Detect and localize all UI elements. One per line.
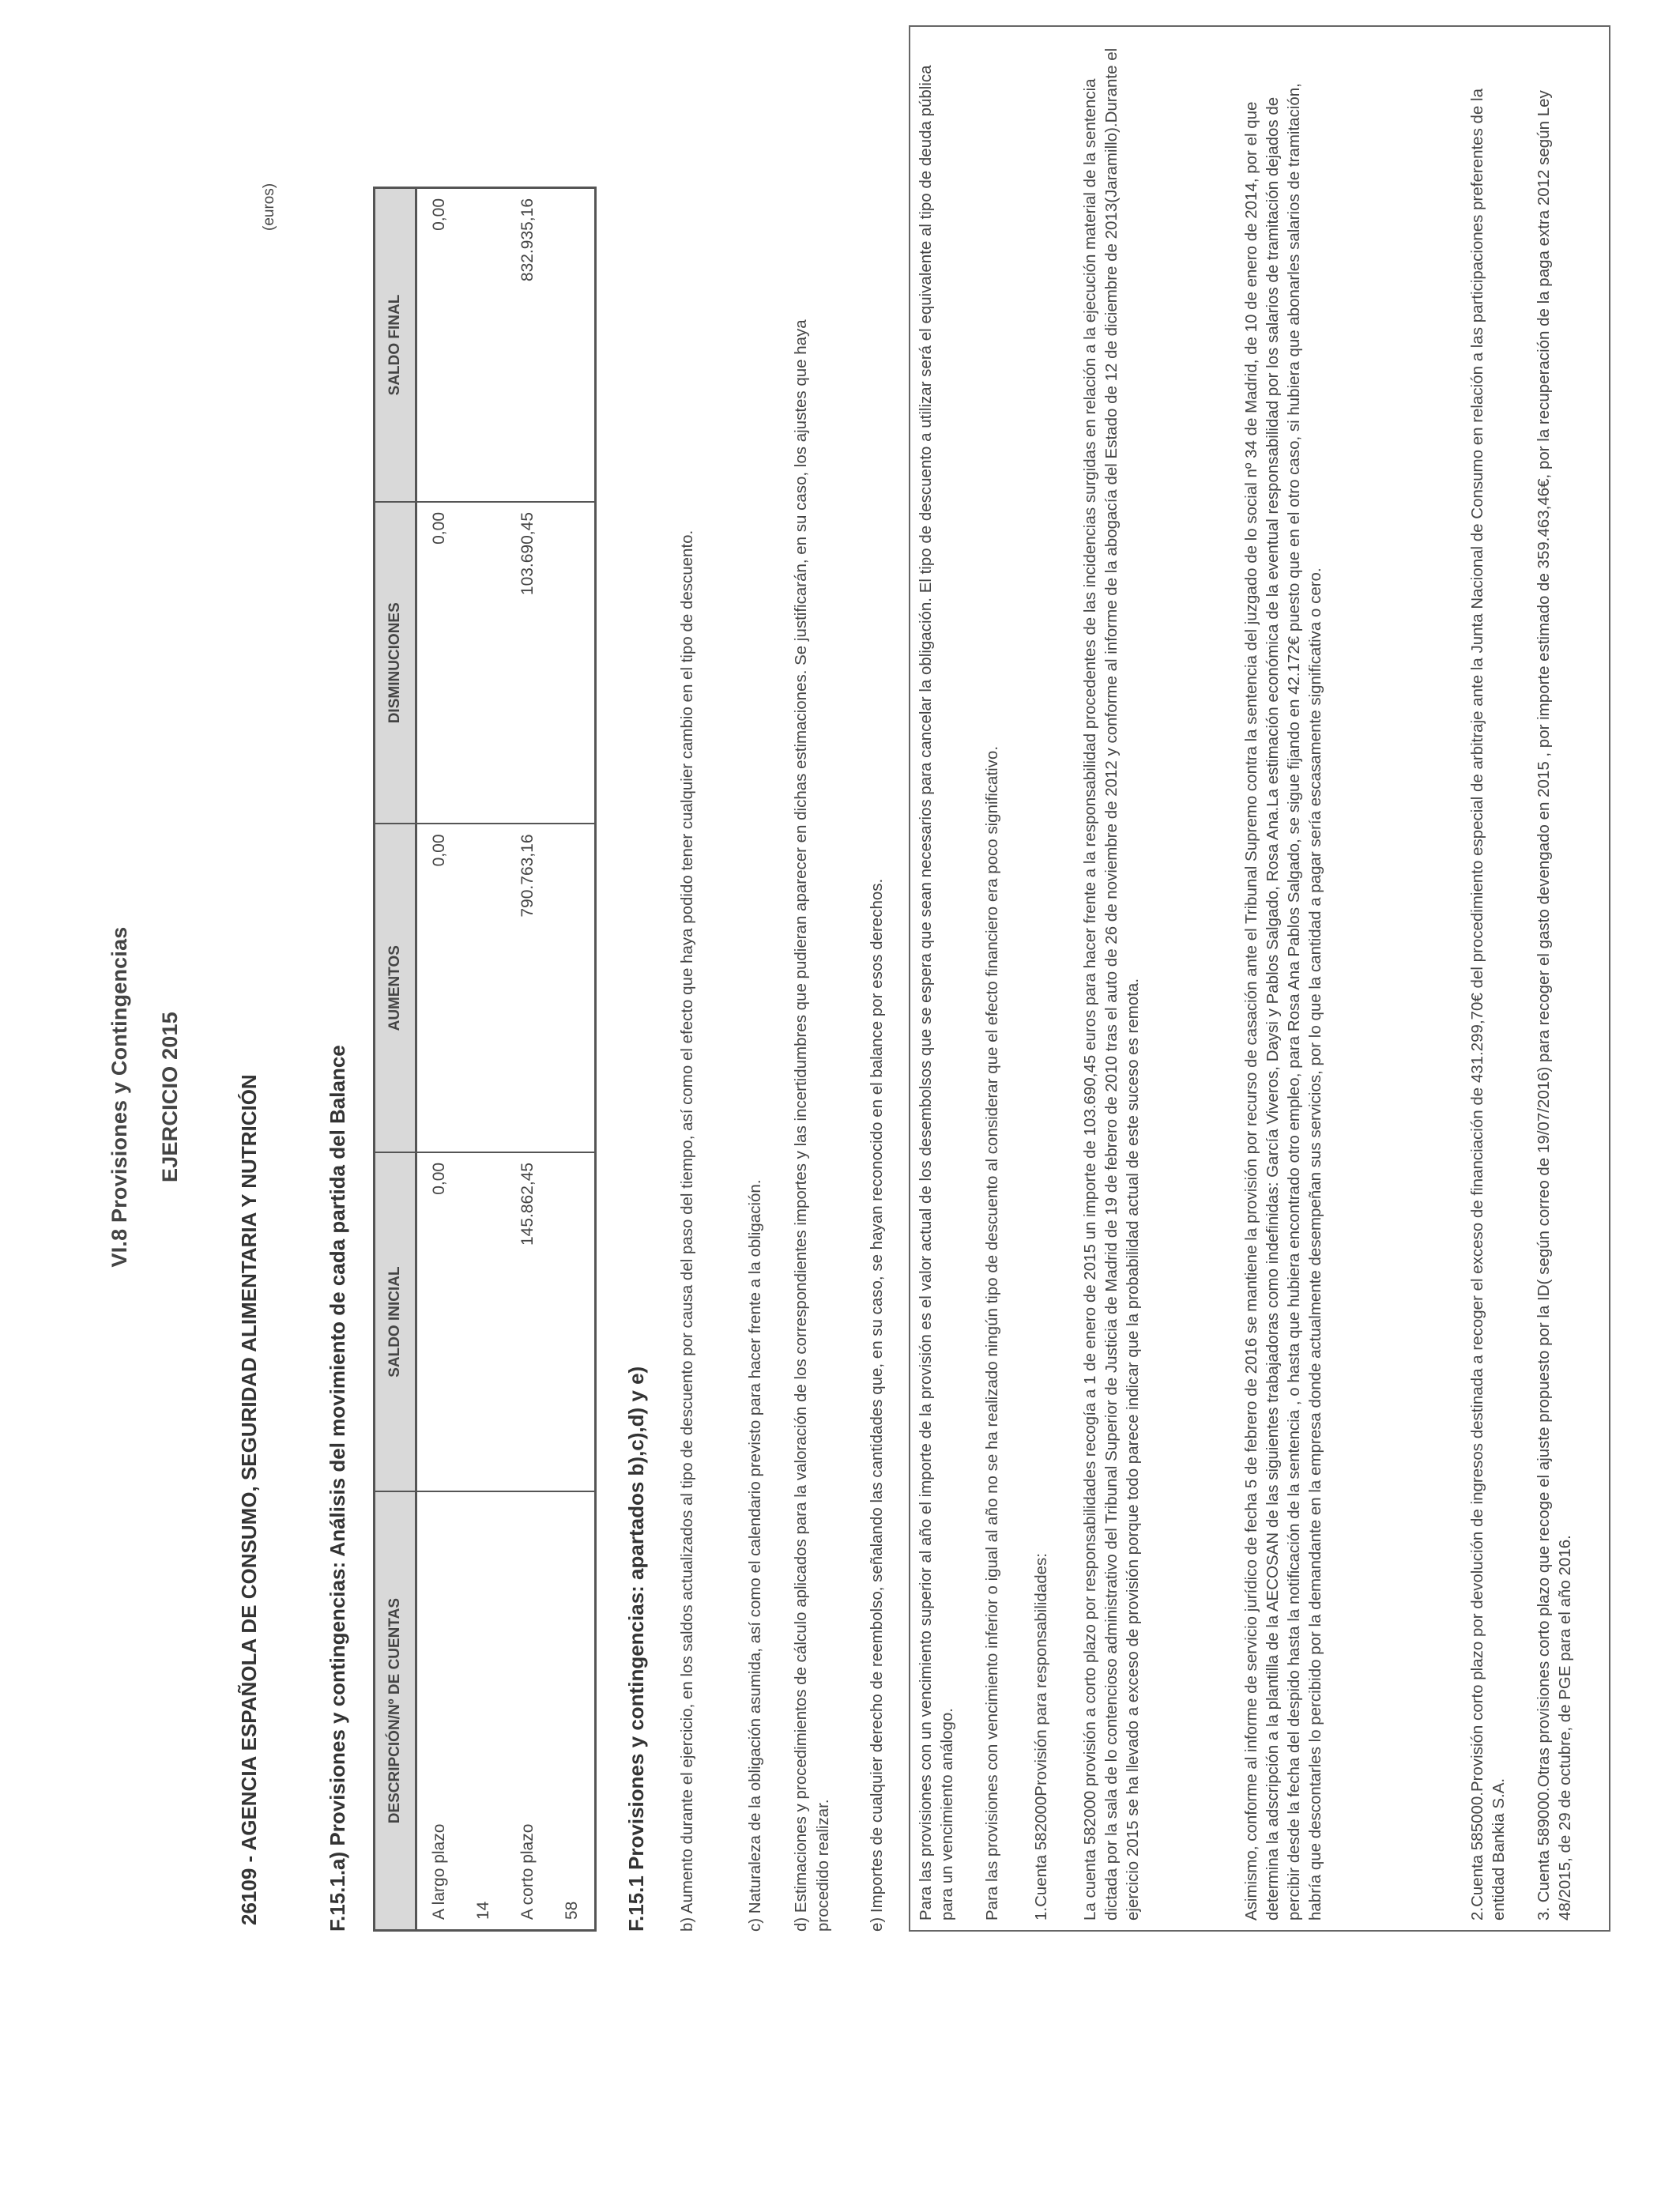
row-saldo-final: 0,00 (416, 188, 462, 503)
row-account: 14 (461, 1491, 506, 1930)
col-header-aumentos: AUMENTOS (375, 824, 416, 1152)
col-header-disminuciones: DISMINUCIONES (375, 502, 416, 824)
box-paragraph-account-589000: 3. Cuenta 589000.Otras provisiones corto plazo que recoge el ajuste propuesto por la ID( según correo de 19/07/2016) para recoger el gasto devengado en 2015 , por importe estimado de 359.463,46€, por la recuperación de la paga extra 2012 según Ley 48/2015, de 29 de octubre, de PGE para el año 2016. (1535, 90, 1574, 1921)
row-description: A largo plazo (416, 1491, 462, 1930)
note-e: e) Importes de cualquier derecho de reembolso, señalando las cantidades que, en su caso, se hayan reconocido en el balance por esos derechos. (868, 878, 886, 1932)
table-row-account (461, 188, 506, 1931)
section-title: VI.8 Provisiones y Contingencias (107, 926, 131, 1268)
col-header-saldo-inicial: SALDO INICIAL (375, 1152, 416, 1491)
row-aumentos: 790.763,16 (506, 824, 550, 1152)
box-paragraph-legal-case: Asimismo, conforme al informe de servicio jurídico de fecha 5 de febrero de 2016 se mantiene la provisión por recurso de casación ante el Tribunal Supremo contra la sentencia del juzgado de lo social nº 34 de Madrid, de 10 de enero de 2014, por el que determina la adscripción a la plantilla de la AECOSAN de las siguientes trabajadoras como indefinidas: García Viveros, Daysi y Pablos Salgado, Rosa Ana.La estimación económica de la eventual responsabilidad por los salarios de tramitación dejados de percibir desde la fecha del despido hasta la notificación de la sentencia , o hasta que hubiera encontrado otro empleo, para Rosa Ana Pablos Salgado, se sigue fijando en 42.172€ puesto que en el otro caso, si hubiera que abonarles salarios de tramitación, habría que descontarles lo percibido por la demandante en la empresa donde actualmente desempeñan sus servicios, por lo que la cantidad a pagar sería escasamente significativa o cero. (1242, 83, 1324, 1921)
box-paragraph-account-582000-title: 1.Cuenta 582000Provisión para responsabilidades: (1032, 1553, 1050, 1921)
movement-table (373, 187, 597, 1932)
row-saldo-inicial: 145.862,45 (506, 1152, 550, 1491)
table-header-row (375, 188, 416, 1931)
row-saldo-final: 832.935,16 (506, 188, 550, 503)
box-paragraph-account-585000: 2.Cuenta 585000.Provisión corto plazo por devolución de ingresos destinada a recoger el exceso de financiación de 431.299,70€ del procedimiento especial de arbitraje ante la Junta Nacional de Consumo en relación a las participaciones preferentes de la entidad Bankia S.A. (1468, 89, 1508, 1921)
col-header-saldo-final: SALDO FINAL (375, 188, 416, 503)
note-d: d) Estimaciones y procedimientos de cálculo aplicados para la valoración de los correspondientes importes y las incertidumbres que pudieran aparecer en dichas estimaciones. Se justificarán, en su caso, los ajustes que haya procedido realizar. (792, 319, 832, 1932)
units-label: (euros) (261, 183, 277, 231)
table-row (416, 188, 462, 1931)
row-aumentos: 0,00 (416, 824, 462, 1152)
explanation-box (909, 25, 1610, 1932)
row-description: A corto plazo (506, 1491, 550, 1930)
exercise-title: EJERCICIO 2015 (158, 1012, 182, 1182)
note-b: b) Aumento durante el ejercicio, en los saldos actualizados al tipo de descuento por causa del paso del tiempo, así como el efecto que haya podido tener cualquier cambio en el tipo de descuento. (678, 530, 696, 1932)
notes-section-heading: F.15.1 Provisiones y contingencias: apartados b),c),d) y e) (624, 1366, 648, 1932)
box-paragraph-long-term: Para las provisiones con un vencimiento superior al año el importe de la provisión es el valor actual de los desembolsos que se espera que sean necesarios para cancelar la obligación. El tipo de descuento a utilizar será el equivalente al tipo de deuda pública para un vencimiento análogo. (917, 65, 956, 1921)
row-saldo-inicial: 0,00 (416, 1152, 462, 1491)
table-row (506, 188, 550, 1931)
col-header-description: DESCRIPCIÓN/Nº DE CUENTAS (375, 1491, 416, 1930)
row-account: 58 (550, 1491, 596, 1930)
agency-heading: 26109 - AGENCIA ESPAÑOLA DE CONSUMO, SEGURIDAD ALIMENTARIA Y NUTRICIÓN (237, 1074, 261, 1925)
row-disminuciones: 103.690,45 (506, 502, 550, 824)
table-row-account (550, 188, 596, 1931)
box-paragraph-short-term: Para las provisiones con vencimiento inferior o igual al año no se ha realizado ningún tipo de descuento al considerar que el efecto financiero era poco significativo. (983, 745, 1001, 1921)
row-disminuciones: 0,00 (416, 502, 462, 824)
table-section-heading: F.15.1.a) Provisiones y contingencias: Análisis del movimiento de cada partida del Balance (326, 1045, 349, 1932)
note-c: c) Naturaleza de la obligación asumida, así como el calendario previsto para hacer frente a la obligación. (746, 1179, 764, 1932)
box-paragraph-account-582000: La cuenta 582000 provisión a corto plazo por responsabilidades recogía a 1 de enero de 2015 un importe de 103.690,45 euros para hacer frente a la responsabilidad procedentes de las incidencias surgidas en relación a la ejecución material de la sentencia dictada por la sala de lo contencioso administrativo del Tribunal Superior de Justicia de Madrid de 19 de febrero de 2010 tras el auto de 26 de noviembre de 2012 y conforme al informe de la abogacía del Estado de 12 de diciembre de 2013(Jaramillo).Durante el ejercicio 2015 se ha llevado a exceso de provisión porque todo parece indicar que la probabilidad actual de este suceso es remota. (1081, 47, 1142, 1921)
